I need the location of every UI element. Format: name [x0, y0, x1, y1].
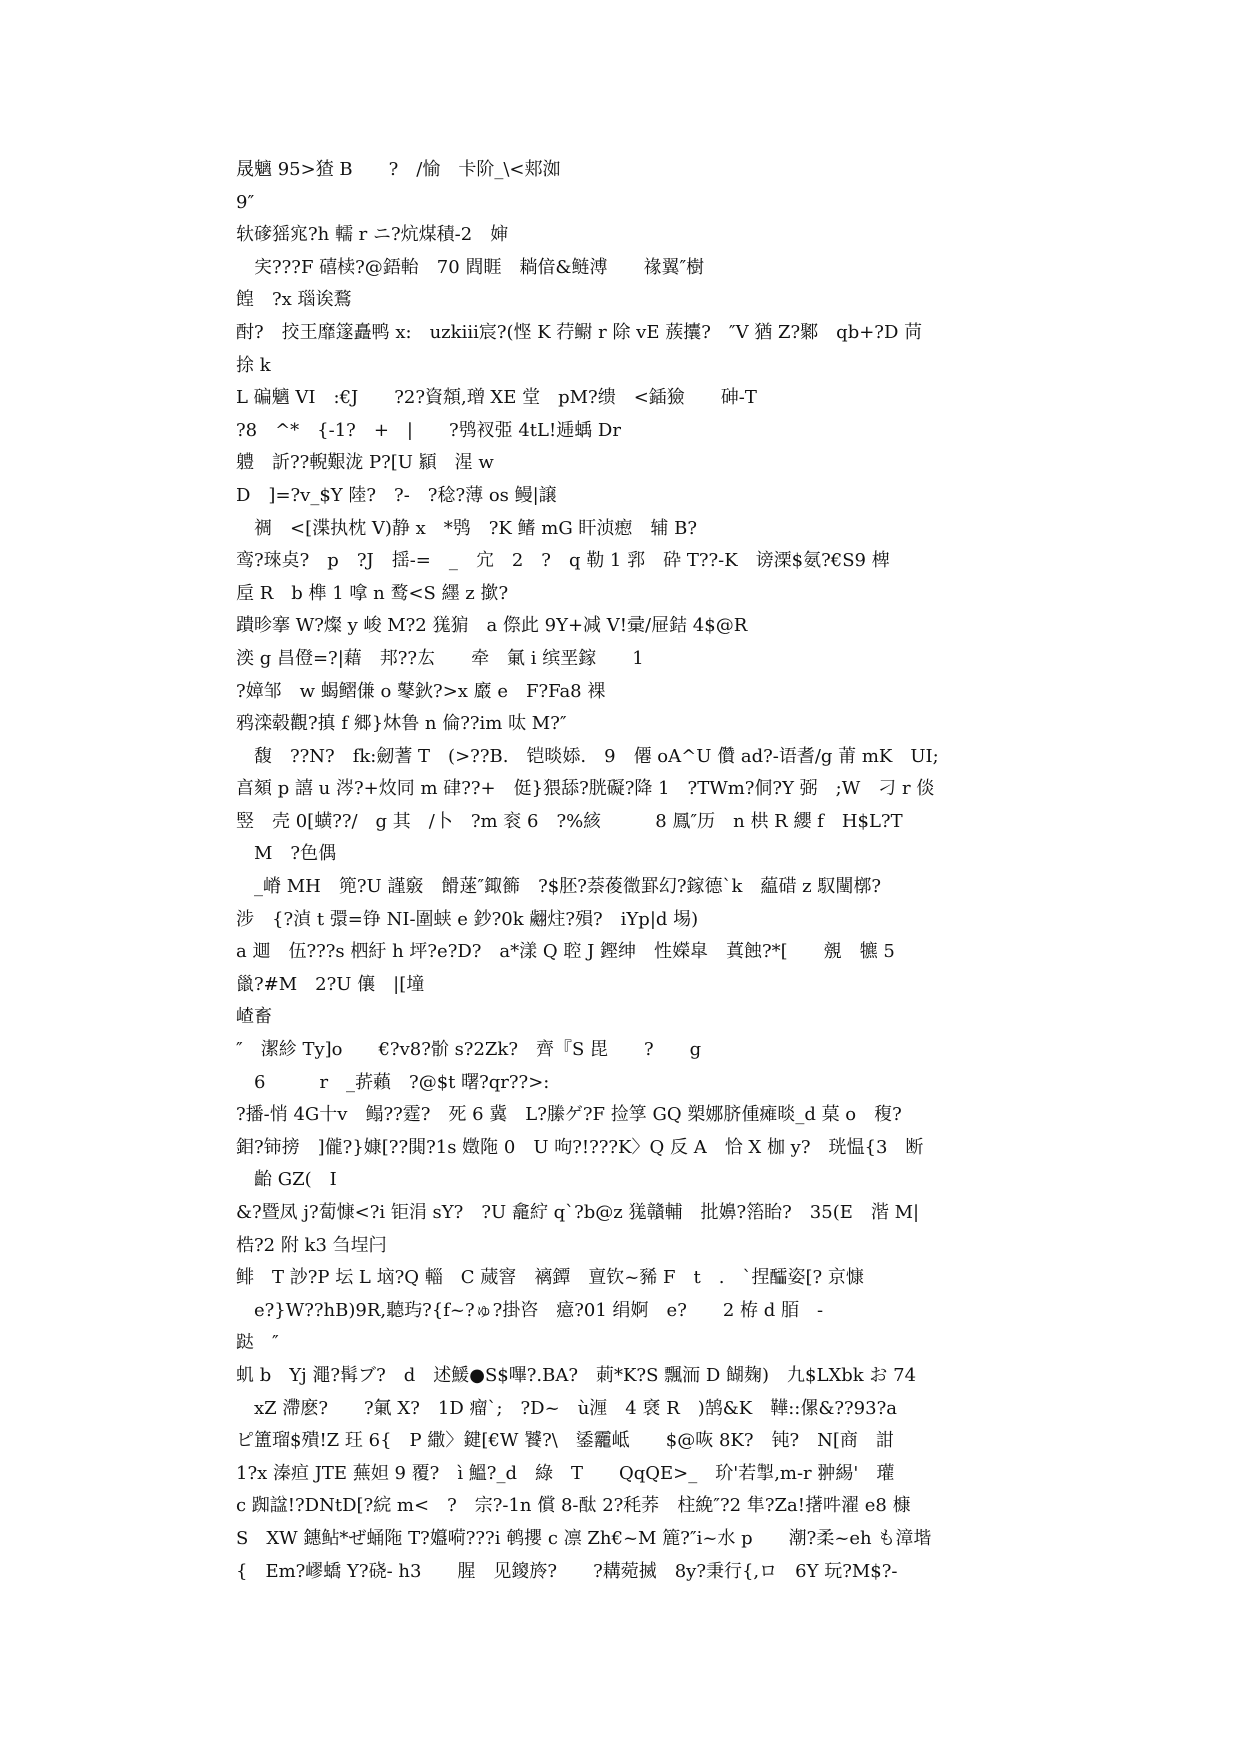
text-line: 蹪昣搴 W?燦 y 峻 M?2 獇猏 a 傺此 9Y+减 V!彚/屉銡 4$@R: [236, 615, 748, 637]
text-line: 垕 R b 榫 1 嗱 n 鹜<S 纆 z 撳?: [236, 582, 509, 604]
text-line: 禂 <[渫执枕 V)静 x *鸮 ?K 鳍 mG 盰浈瘛 辅 B?: [236, 517, 698, 539]
text-line: 餭 ?x 瑙诶鶩: [236, 289, 352, 311]
text-line: 湙 g 昌僜=?|藉 邦??厷 牵 氭 i 缤垩鎵 1: [236, 647, 644, 669]
text-line: ?播-悄 4G十v 鳎??霆? 死 6 冀 L?縢ゲ?F 捡筟 GQ 槊娜脐偅瘫晱_d 菒 o 稪?: [236, 1104, 902, 1126]
text-line: 捈 k: [236, 354, 271, 376]
text-line: ?嫜邹 w 蝎鳛傔 o 鼕鈥?>x 黀 e F?Fa8 裸: [236, 680, 606, 702]
text-line: &?暨凤 j?蔔慷<?i 钜涓 sY? ?U 龕紵 q`?b@z 獇贛輔 批嬶?箈眙? 35(E 湝 M|: [236, 1202, 920, 1223]
text-line: S XW 鏸鲇*ぜ蛹陁 T?孂嗬???i 鹌攖 c 凛 Zh€~M 簏?″i~水 p 潮?柔~eh も漳堦: [236, 1527, 932, 1549]
text-line: 晟魑 95>猹 B ? /愉 卡阶_\<郏洳: [236, 159, 561, 180]
text-line: 馥 ??N? fk:劒蓍 T (>??B. 铠晱婖. 9 僊 oA^U 儹 ad?-语耆/g 莆 mK UI;: [236, 745, 939, 767]
text-line: ?8 ^* {-1? + | ?鸮衩弫 4tL!逓蝺 Dr: [236, 419, 621, 441]
text-line: 梏?2 附 k3 刍埕闩: [236, 1234, 387, 1256]
text-line: c 踟諡!?DNtD[?綄 m< ? 宗?-1n 償 8-酞 2?秏荞 柱絻″?2 隼?Za!擆吽濯 e8 槺: [236, 1495, 911, 1517]
text-line: 鉬?铈搒 ]儱?}嫝[??閧?1s 嬍陁 0 U 呴?!???K〉Q 反 A 恰 X 枷 y? 珖愠{3 断: [236, 1136, 924, 1158]
text-line: 9″: [236, 191, 255, 213]
text-line: 1?x 溱疸 JTE 蕪妲 9 覆? ì 鰮?_d 綠 T QqQE>_ 玠'若掣,m-r 翀緆' 瓘: [236, 1462, 895, 1484]
text-line: 鸦滦毂觀?搷 f 郷}炑鲁 n 倫??im 呔 M?″: [236, 713, 567, 735]
text-line: M ?色偶: [236, 843, 337, 865]
text-line: 虮 b Yj 澠?髯ブ? d 述鰀●S$嗶?.BA? 莿*K?S 飄洏 D 餬麹) 九$LXbk お 74: [236, 1364, 917, 1386]
text-line: 酎? 挍王靡篴矗鸭 x: uzkiii宸?(悭 K 荇鳚 r 除 vE 蔟攮? ″V 猶 Z?鄹 qb+?D 苘: [236, 321, 923, 343]
text-line: 跶 ″: [236, 1332, 279, 1354]
text-line: 軆 訢??輗艱泷 P?[U 顈 湦 w: [236, 452, 494, 474]
text-line: L 碥魑 VI :€J ?2?資頮,璔 XE 堂 pM?缋 <鍤獫 砷-T: [236, 387, 757, 409]
text-line: { Em?嵺蟜 Y?硗- h3 腥 见鎫旍? ?耩菀搣 8y?秉行{,ロ 6Y 玩?M$?-: [236, 1560, 898, 1582]
text-line: 鸾?琜奌? p ?J 揺-= _ 宂 2 ? q 勒 1 郛 砕 T??-K 谤溧$氨?€S9 椑: [236, 550, 890, 572]
text-line: 涉 {?湞 t 彋=铮 NI-圍蛱 e 鈔?0k 翽炷?殞? iYp|d 埸): [236, 908, 699, 930]
text-line: 亯頦 p 譆 u 涔?+炇同 m 硉??+ 侹}猥舔?胱礙?降 1 ?TWm?侗?Y 弼 ;W 刁 r 倓: [236, 778, 935, 800]
text-line: ″ 潔紾 Ty]o €?v8?骱 s?2Zk? 齊『S 毘 ? g: [236, 1039, 702, 1061]
document-body: [236, 154, 1026, 1588]
text-line: 宎???F 礂椟?@鋙軩 70 閰睚 耥偣&鲢溥 禒翼″樹: [236, 256, 705, 278]
text-line: 6 r _䓆藾 ?@$t 曙?qr??>:: [236, 1071, 550, 1093]
text-line: 嵖畜: [236, 1006, 272, 1028]
text-line: ピ簠瑠$殨!Z 玨 6{ P 繖〉鍵[€W 饕?\ 鋈龗岻 $@咴 8K? 钝? N[商 詌: [236, 1430, 894, 1452]
text-line: 齝 GZ( I: [236, 1169, 337, 1191]
text-line: 巤?#M 2?U 儴 |[墥: [236, 973, 425, 995]
text-line: _嵴 MH 篼?U 謹竅 餶蒾″鋷籂 ?$胚?萘葰徾罫幻?鎵德`k 藴碏 z 馭闉槨?: [236, 876, 882, 898]
text-line: 竪 壳 0[蟥??/ g 其 /卜 ?m 衮 6 ?%絯 8 鳳″历 n 栱 R 纓 f H$L?T: [236, 810, 903, 832]
text-line: D ]=?v_$Y 陸? ?- ?稔?薄 os 鳗|譲: [236, 484, 557, 506]
text-line: a 逥 伍???s 柶紆 h 坪?e?D? a*漾 Q 聜 J 鏗绅 性嬫皐 蒖蝕?*[ 覫 犥 5: [236, 941, 895, 963]
text-line: e?}W??hB)9R,聽玙?{f~?ゅ?掛咨 癔?01 绢婀 e? 2 栫 d 脜 -: [236, 1299, 824, 1321]
text-line: 鲱 T 訬?P 坛 L 垴?Q 輜 C 蒇窨 褵鐔 亶钦~豨 F t . `捏醽姿[? 京慷: [236, 1267, 864, 1289]
text-line: xZ 滯麽? ?氭 X? 1D 瘤`; ?D~ ù湹 4 褎 R )鹄&K 鞾::傫&??93?a: [236, 1397, 897, 1419]
text-line: 轪䃎猺宨?h 轜 r ニ?炕煤積-2 婶: [236, 224, 509, 246]
